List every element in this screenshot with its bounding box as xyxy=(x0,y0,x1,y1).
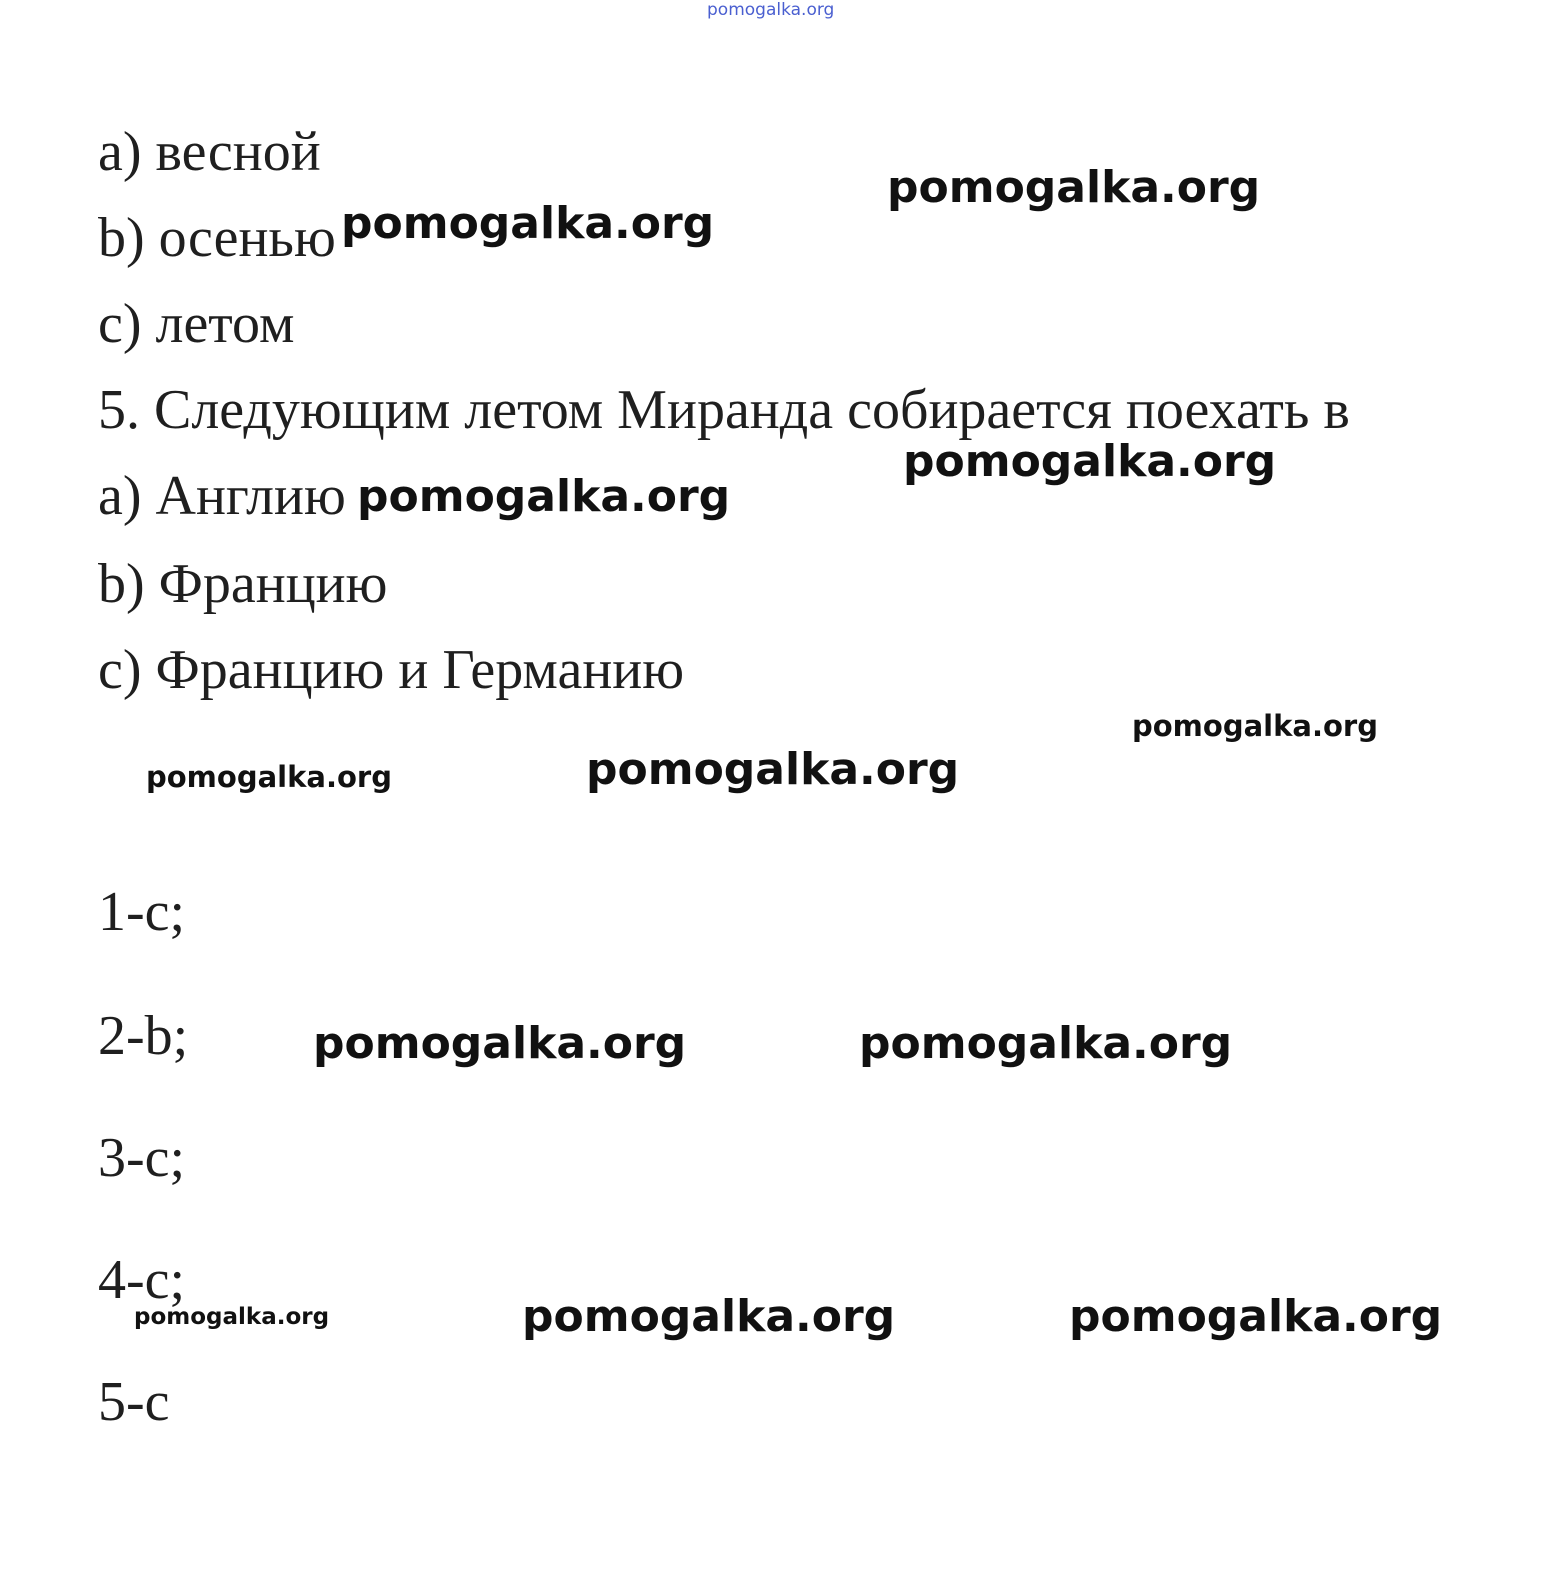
watermark: pomogalka.org xyxy=(313,1018,687,1069)
option-4a: a) весной xyxy=(98,121,321,183)
option-5c: c) Францию и Германию xyxy=(98,639,685,701)
option-4c: c) летом xyxy=(98,293,295,355)
watermark: pomogalka.org xyxy=(1069,1291,1443,1342)
answer-3: 3-c; xyxy=(98,1127,186,1189)
watermark: pomogalka.org xyxy=(522,1291,896,1342)
watermark: pomogalka.org xyxy=(859,1018,1233,1069)
header-watermark: pomogalka.org xyxy=(707,0,835,20)
option-4b: b) осенью xyxy=(98,207,336,269)
question-5-text: 5. Следующим летом Миранда собирается поехать в xyxy=(98,379,1350,441)
answer-5: 5-c xyxy=(98,1371,170,1433)
option-5a: a) Англию xyxy=(98,465,346,527)
watermark: pomogalka.org xyxy=(887,162,1261,213)
watermark: pomogalka.org xyxy=(146,760,392,794)
answer-2: 2-b; xyxy=(98,1005,189,1067)
watermark: pomogalka.org xyxy=(586,744,960,795)
watermark: pomogalka.org xyxy=(1132,709,1378,743)
watermark: pomogalka.org xyxy=(341,198,715,249)
answer-4: 4-c; xyxy=(98,1249,186,1311)
watermark: pomogalka.org xyxy=(903,436,1277,487)
answer-1: 1-c; xyxy=(98,881,186,943)
watermark: pomogalka.org xyxy=(357,471,731,522)
option-5b: b) Францию xyxy=(98,553,388,615)
watermark: pomogalka.org xyxy=(134,1304,330,1330)
